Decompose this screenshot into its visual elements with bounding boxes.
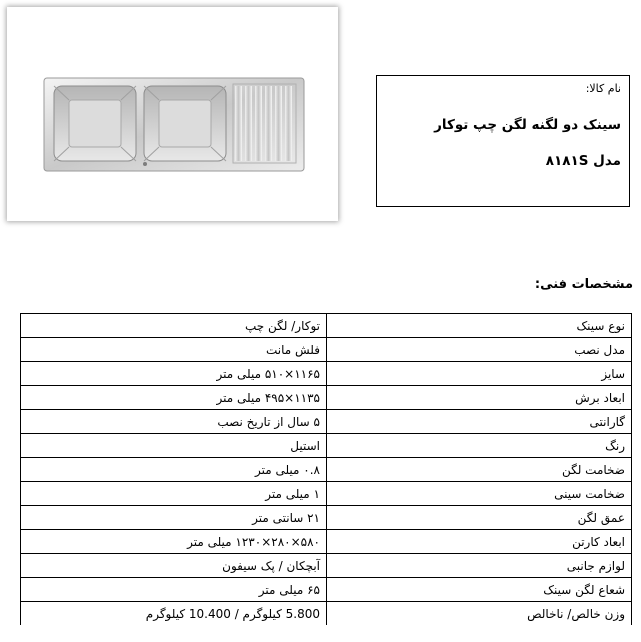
spec-label: ابعاد برش — [327, 386, 632, 410]
spec-label: ضخامت سینی — [327, 482, 632, 506]
sink-image — [7, 7, 338, 221]
spec-label: شعاع لگن سینک — [327, 578, 632, 602]
spec-label: مدل نصب — [327, 338, 632, 362]
table-row — [21, 458, 632, 482]
table-row — [21, 554, 632, 578]
model-code: ۸۱۸۱S — [545, 153, 589, 169]
spec-label: ضخامت لگن — [327, 458, 632, 482]
table-row — [21, 386, 632, 410]
spec-value: ۰.۸ میلی متر — [21, 458, 327, 482]
product-title: سینک دو لگنه لگن چپ توکار — [434, 117, 621, 133]
product-image-frame — [7, 7, 338, 221]
spec-label: وزن خالص/ ناخالص — [327, 602, 632, 626]
spec-value: ۱۱۶۵×۵۱۰ میلی متر — [21, 362, 327, 386]
spec-value: توکار/ لگن چپ — [21, 314, 327, 338]
spec-label: لوازم جانبی — [327, 554, 632, 578]
table-row — [21, 338, 632, 362]
product-model — [385, 152, 621, 170]
spec-value: ۵۸۰×۲۸۰×۱۲۳۰ میلی متر — [21, 530, 327, 554]
spec-value: فلش مانت — [21, 338, 327, 362]
table-row — [21, 362, 632, 386]
model-prefix: مدل — [593, 153, 621, 169]
spec-value: 5.800 کیلوگرم / 10.400 کیلوگرم — [21, 602, 327, 626]
spec-label: نوع سینک — [327, 314, 632, 338]
spec-label: گارانتی — [327, 410, 632, 434]
specs-heading: مشخصات فنی: — [534, 277, 633, 292]
table-row — [21, 602, 632, 626]
spec-value: ۶۵ میلی متر — [21, 578, 327, 602]
spec-label: عمق لگن — [327, 506, 632, 530]
spec-value: ۲۱ سانتی متر — [21, 506, 327, 530]
table-row — [21, 530, 632, 554]
table-row — [21, 506, 632, 530]
spec-value: ۱ میلی متر — [21, 482, 327, 506]
product-info-box — [376, 75, 630, 207]
table-row — [21, 314, 632, 338]
spec-value: ۱۱۳۵×۴۹۵ میلی متر — [21, 386, 327, 410]
table-row — [21, 410, 632, 434]
table-row — [21, 434, 632, 458]
spec-label: سایز — [327, 362, 632, 386]
table-row — [21, 482, 632, 506]
spec-label: رنگ — [327, 434, 632, 458]
specs-table — [20, 313, 632, 625]
product-name-label: نام کالا: — [585, 82, 621, 95]
table-row — [21, 578, 632, 602]
spec-label: ابعاد کارتن — [327, 530, 632, 554]
spec-value: استیل — [21, 434, 327, 458]
spec-value: ۵ سال از تاریخ نصب — [21, 410, 327, 434]
spec-value: آبچکان / پک سیفون — [21, 554, 327, 578]
